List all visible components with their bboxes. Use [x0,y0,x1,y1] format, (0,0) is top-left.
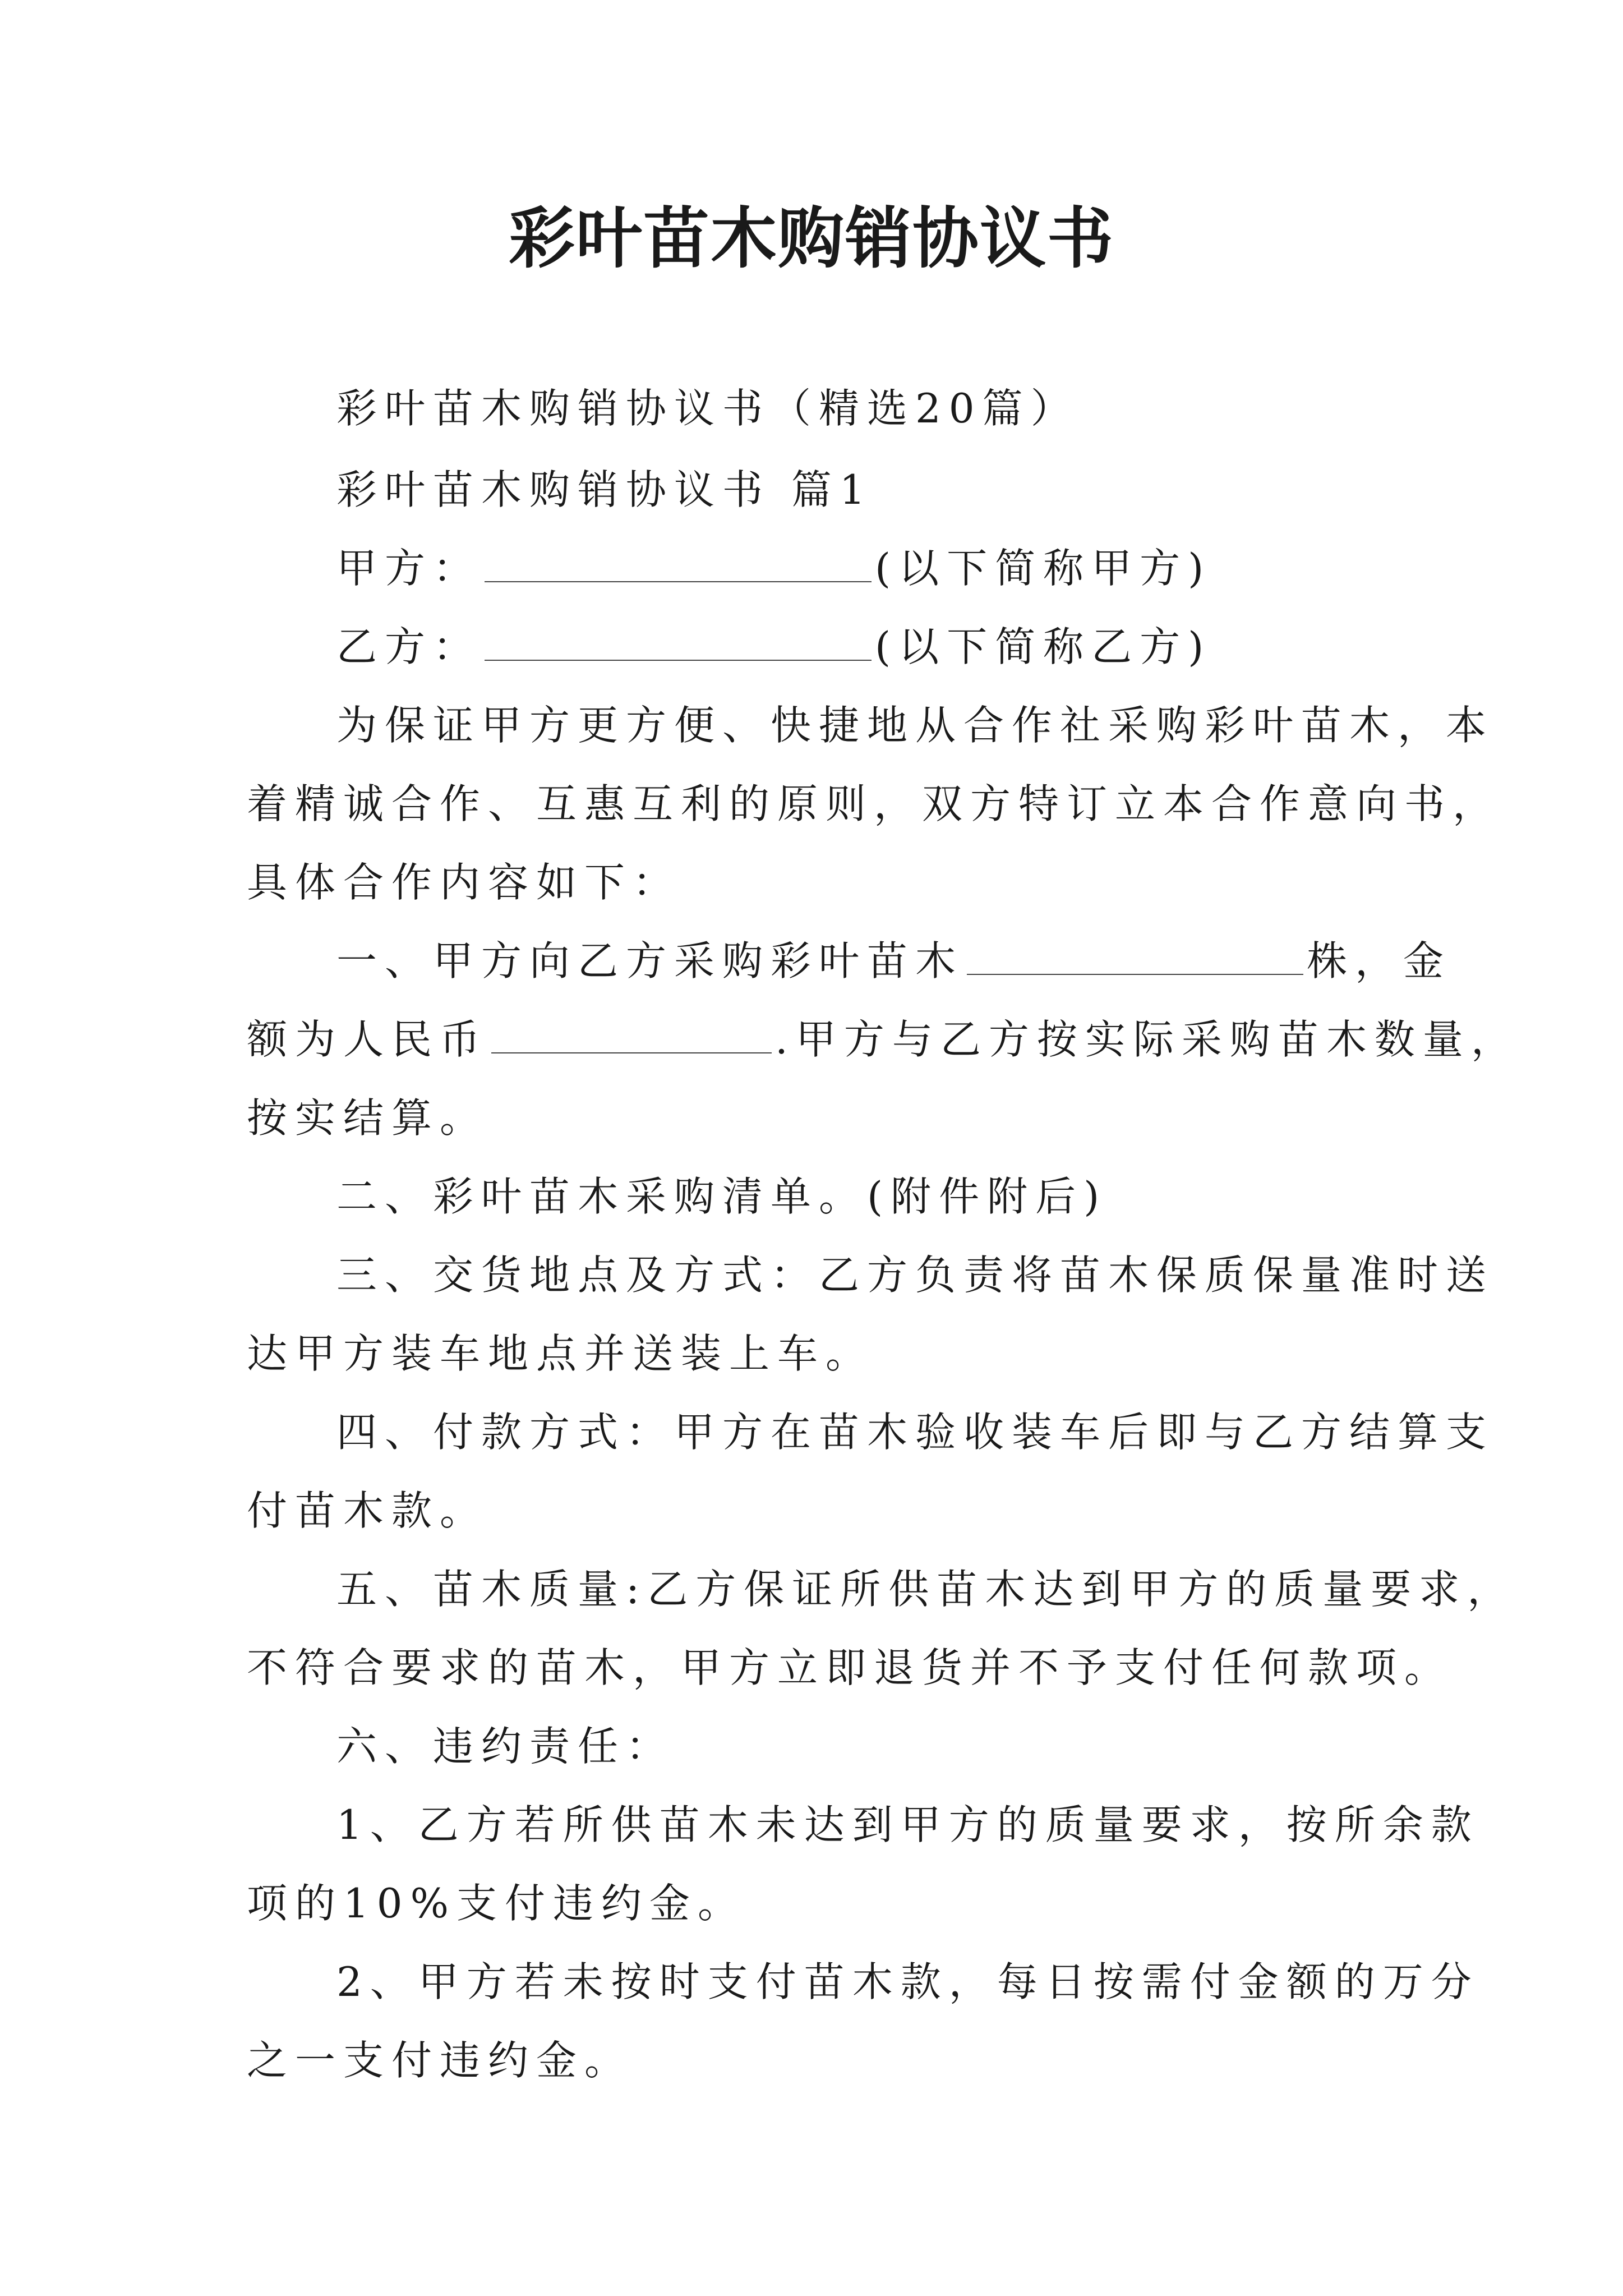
party-b-label: 乙方： [336,623,482,670]
party-b-suffix: (以下简称乙方) [875,623,1212,670]
clause-6-title: 六、违约责任： [336,1723,675,1770]
intro-line-1: 为保证甲方更方便、快捷地从合作社采购彩叶苗木，本 [336,702,1495,749]
quantity-blank [967,940,1303,975]
clause-6-1-line-1: 1、乙方若所供苗木未达到甲方的质量要求，按所余款 [336,1801,1479,1848]
party-a-suffix: (以下简称甲方) [875,545,1212,592]
intro-line-2: 着精诚合作、互惠互利的原则，双方特订立本合作意向书， [247,780,1501,827]
clause-1-text-c: 额为人民币 [247,1016,488,1063]
amount-blank [491,1019,772,1053]
clause-2: 二、彩叶苗木采购清单。(附件附后) [336,1173,1108,1220]
chapter-heading: 彩叶苗木购销协议书 篇1 [336,466,873,513]
clause-6-2-line-2: 之一支付违约金。 [247,2037,633,2084]
clause-3-line-1: 三、交货地点及方式：乙方负责将苗木保质保量准时送 [336,1251,1495,1299]
clause-1-line-1 [336,934,1451,988]
party-a-line [336,541,1211,595]
clause-6-1-line-2: 项的10%支付违约金。 [247,1880,746,1927]
clause-1-line-2 [247,1013,1519,1066]
clause-3-line-2: 达甲方装车地点并送装上车。 [247,1330,874,1377]
clause-4-line-2: 付苗木款。 [247,1487,488,1534]
clause-6-2-line-1: 2、甲方若未按时支付苗木款，每日按需付金额的万分 [336,1958,1479,2005]
clause-5-line-1: 五、苗木质量:乙方保证所供苗木达到甲方的质量要求， [336,1566,1516,1613]
clause-4-line-1: 四、付款方式：甲方在苗木验收装车后即与乙方结算支 [336,1409,1495,1456]
document-subtitle: 彩叶苗木购销协议书（精选20篇） [336,385,1079,432]
clause-1-text-d: .甲方与乙方按实际采购苗木数量， [775,1016,1519,1063]
clause-1-line-3: 按实结算。 [247,1094,488,1142]
party-a-blank [485,547,872,582]
clause-5-line-2: 不符合要求的苗木，甲方立即退货并不予支付任何款项。 [247,1644,1453,1691]
document-title: 彩叶苗木购销协议书 [508,199,1114,277]
party-b-line [336,620,1211,674]
clause-1-text-a: 一、甲方向乙方采购彩叶苗木 [336,937,964,984]
clause-1-text-b: 株，金 [1307,937,1452,984]
intro-line-3: 具体合作内容如下： [247,859,681,906]
party-a-label: 甲方： [336,545,482,592]
party-b-blank [485,626,872,661]
